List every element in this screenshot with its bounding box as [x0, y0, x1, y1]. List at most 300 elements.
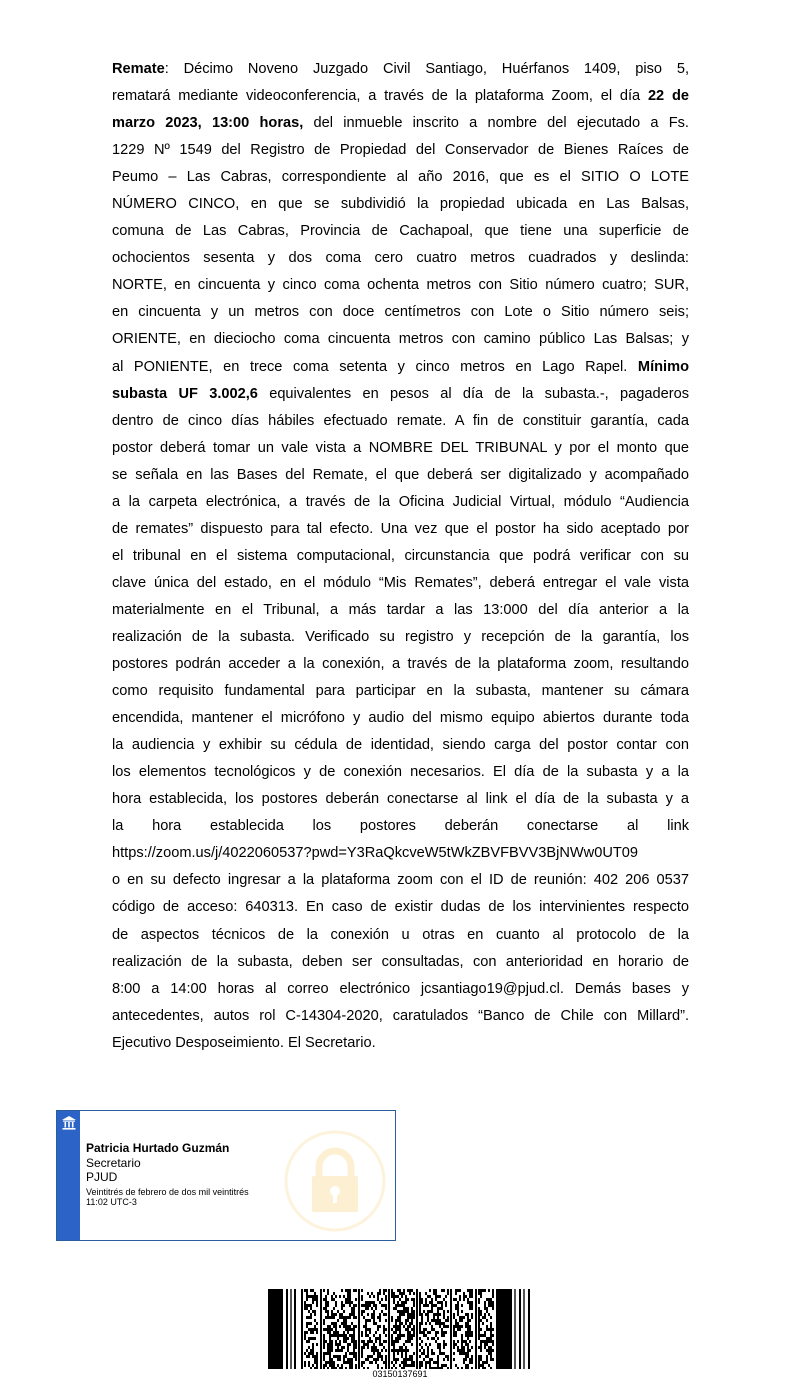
paragraph-line: [112, 894, 689, 921]
barcode-module: [447, 1289, 449, 1292]
barcode-module: [395, 1307, 397, 1310]
barcode-module: [423, 1358, 425, 1361]
barcode-module: [429, 1295, 431, 1298]
barcode-module: [308, 1328, 310, 1331]
barcode-module: [377, 1295, 379, 1298]
barcode-module: [405, 1310, 407, 1313]
barcode-module: [325, 1307, 327, 1310]
barcode-module: [399, 1328, 401, 1331]
barcode-module: [312, 1301, 314, 1304]
barcode-module: [490, 1331, 492, 1334]
barcode-module: [465, 1313, 467, 1316]
barcode-module: [437, 1355, 439, 1358]
barcode-module: [486, 1355, 488, 1358]
barcode-module: [445, 1295, 447, 1298]
barcode-module: [310, 1331, 312, 1334]
barcode-module: [333, 1355, 335, 1358]
barcode-module: [469, 1340, 471, 1343]
barcode-module: [353, 1355, 355, 1358]
barcode-module: [349, 1352, 351, 1355]
barcode-module: [323, 1340, 325, 1343]
barcode-module: [367, 1319, 369, 1322]
barcode-module: [323, 1358, 325, 1361]
barcode-module: [353, 1349, 355, 1352]
barcode-module: [478, 1316, 480, 1319]
barcode-module: [407, 1340, 409, 1343]
barcode-module: [341, 1334, 343, 1337]
barcode-module: [306, 1316, 308, 1319]
barcode-module: [480, 1340, 482, 1343]
barcode-module: [371, 1316, 373, 1319]
barcode-module: [443, 1325, 445, 1328]
barcode-module: [353, 1331, 355, 1334]
barcode-module: [441, 1301, 443, 1304]
barcode-module: [441, 1352, 443, 1355]
barcode-module: [371, 1355, 373, 1358]
barcode-module: [469, 1361, 471, 1364]
barcode-module: [361, 1304, 363, 1307]
barcode-module: [453, 1328, 455, 1331]
barcode-module: [490, 1340, 492, 1343]
barcode-module: [492, 1340, 494, 1343]
barcode-module: [421, 1313, 423, 1316]
barcode-module: [337, 1343, 339, 1346]
barcode-module: [445, 1301, 447, 1304]
barcode-module: [304, 1307, 306, 1310]
barcode-module: [329, 1328, 331, 1331]
barcode-module: [492, 1358, 494, 1361]
barcode-module: [486, 1361, 488, 1364]
barcode-module: [484, 1361, 486, 1364]
barcode-module: [363, 1325, 365, 1328]
barcode-module: [308, 1322, 310, 1325]
barcode-module: [425, 1328, 427, 1331]
barcode-module: [331, 1343, 333, 1346]
barcode-module: [405, 1301, 407, 1304]
barcode-module: [363, 1340, 365, 1343]
barcode-module: [304, 1361, 306, 1364]
barcode-module: [351, 1352, 353, 1355]
barcode-module: [335, 1349, 337, 1352]
barcode-module: [478, 1358, 480, 1361]
barcode-module: [403, 1310, 405, 1313]
barcode-module: [373, 1358, 375, 1361]
barcode-module: [310, 1328, 312, 1331]
barcode-module: [453, 1331, 455, 1334]
barcode-module: [391, 1316, 393, 1319]
barcode-module: [345, 1301, 347, 1304]
barcode-module: [484, 1343, 486, 1346]
barcode-module: [405, 1298, 407, 1301]
barcode-module: [478, 1298, 480, 1301]
barcode-module: [469, 1301, 471, 1304]
barcode-module: [419, 1304, 421, 1307]
barcode-module: [361, 1352, 363, 1355]
barcode-module: [395, 1322, 397, 1325]
barcode-module: [429, 1310, 431, 1313]
barcode-module: [393, 1349, 395, 1352]
barcode-module: [325, 1298, 327, 1301]
barcode-module: [347, 1328, 349, 1331]
barcode-module: [423, 1349, 425, 1352]
barcode-module: [377, 1325, 379, 1328]
paragraph-line: [112, 813, 689, 840]
barcode-module: [445, 1325, 447, 1328]
barcode-module: [407, 1319, 409, 1322]
barcode-module: [421, 1346, 423, 1349]
barcode-module: [353, 1343, 355, 1346]
barcode-module: [367, 1355, 369, 1358]
barcode-module: [429, 1361, 431, 1364]
barcode-module: [373, 1349, 375, 1352]
barcode-module: [323, 1328, 325, 1331]
barcode-module: [329, 1355, 331, 1358]
barcode-module: [391, 1292, 393, 1295]
barcode-module: [407, 1307, 409, 1310]
barcode-module: [312, 1310, 314, 1313]
barcode-module: [347, 1301, 349, 1304]
barcode-module: [484, 1313, 486, 1316]
barcode-module: [455, 1325, 457, 1328]
barcode-module: [397, 1325, 399, 1328]
barcode-module: [335, 1328, 337, 1331]
barcode-module: [327, 1313, 329, 1316]
barcode-module: [435, 1292, 437, 1295]
barcode-module: [339, 1358, 341, 1361]
barcode-module: [490, 1304, 492, 1307]
barcode-module: [490, 1349, 492, 1352]
barcode-module: [425, 1292, 427, 1295]
lock-icon: [283, 1129, 387, 1233]
barcode-module: [484, 1301, 486, 1304]
barcode-module: [463, 1361, 465, 1364]
barcode-module: [331, 1346, 333, 1349]
barcode-module: [478, 1289, 480, 1292]
barcode-module: [306, 1298, 308, 1301]
barcode-module: [323, 1337, 325, 1340]
barcode-module: [431, 1328, 433, 1331]
barcode-module: [361, 1334, 363, 1337]
barcode-module: [455, 1298, 457, 1301]
barcode-module: [419, 1301, 421, 1304]
barcode-module: [345, 1340, 347, 1343]
barcode-module: [409, 1364, 411, 1367]
barcode-module: [335, 1355, 337, 1358]
barcode-module: [337, 1319, 339, 1322]
barcode-module: [367, 1358, 369, 1361]
barcode-module: [339, 1334, 341, 1337]
barcode-module: [409, 1289, 411, 1292]
barcode-module: [478, 1301, 480, 1304]
barcode-module: [419, 1331, 421, 1334]
barcode-module: [349, 1301, 351, 1304]
text-segment: NÚMERO CINCO, en que se subdividió la propiedad ubicada en Las Balsas,: [112, 196, 689, 213]
barcode-module: [369, 1337, 371, 1340]
paragraph-line: [112, 164, 689, 191]
barcode-module: [399, 1334, 401, 1337]
barcode-module: [411, 1298, 413, 1301]
barcode-module: [463, 1295, 465, 1298]
barcode-module: [455, 1343, 457, 1346]
barcode-module: [314, 1310, 316, 1313]
barcode-module: [377, 1355, 379, 1358]
barcode-module: [437, 1343, 439, 1346]
barcode-module: [413, 1301, 415, 1304]
text-segment: : Décimo Noveno Juzgado Civil Santiago, Huérfanos 1409, piso 5,: [164, 61, 689, 77]
barcode-module: [349, 1328, 351, 1331]
barcode-module: [405, 1322, 407, 1325]
barcode-module: [329, 1352, 331, 1355]
barcode-module: [441, 1304, 443, 1307]
barcode-module: [397, 1316, 399, 1319]
barcode-module: [467, 1346, 469, 1349]
paragraph-line: [112, 867, 689, 894]
barcode-module: [353, 1337, 355, 1340]
barcode-module: [471, 1334, 473, 1337]
barcode-module: [465, 1343, 467, 1346]
barcode-module: [345, 1337, 347, 1340]
barcode-module: [377, 1316, 379, 1319]
barcode-module: [411, 1334, 413, 1337]
barcode-module: [411, 1337, 413, 1340]
barcode-module: [323, 1298, 325, 1301]
barcode-module: [391, 1334, 393, 1337]
barcode-module: [465, 1364, 467, 1367]
barcode-module: [405, 1307, 407, 1310]
barcode-module: [381, 1355, 383, 1358]
barcode-module: [407, 1328, 409, 1331]
barcode-module: [411, 1307, 413, 1310]
barcode-module: [413, 1310, 415, 1313]
paragraph-line: [112, 354, 689, 381]
barcode-module: [469, 1304, 471, 1307]
barcode-module: [492, 1295, 494, 1298]
barcode-module: [395, 1361, 397, 1364]
barcode-module: [419, 1343, 421, 1346]
barcode-module: [331, 1361, 333, 1364]
barcode-module: [306, 1295, 308, 1298]
barcode-module: [453, 1340, 455, 1343]
barcode-module: [403, 1301, 405, 1304]
barcode-module: [419, 1292, 421, 1295]
barcode-module: [373, 1352, 375, 1355]
barcode-module: [375, 1361, 377, 1364]
barcode-module: [443, 1358, 445, 1361]
barcode-module: [482, 1289, 484, 1292]
barcode-module: [397, 1304, 399, 1307]
barcode-module: [325, 1301, 327, 1304]
barcode-module: [490, 1301, 492, 1304]
barcode-module: [484, 1340, 486, 1343]
barcode-module: [395, 1340, 397, 1343]
barcode-module: [486, 1328, 488, 1331]
barcode-module: [482, 1340, 484, 1343]
barcode-module: [469, 1292, 471, 1295]
barcode-module: [314, 1328, 316, 1331]
barcode-module: [482, 1361, 484, 1364]
barcode-module: [427, 1361, 429, 1364]
barcode-module: [327, 1304, 329, 1307]
barcode-module: [469, 1319, 471, 1322]
barcode-module: [397, 1352, 399, 1355]
barcode-module: [453, 1343, 455, 1346]
barcode-module: [403, 1334, 405, 1337]
barcode-module: [480, 1292, 482, 1295]
barcode-module: [310, 1304, 312, 1307]
barcode-module: [490, 1328, 492, 1331]
barcode-module: [480, 1334, 482, 1337]
barcode-module: [385, 1358, 387, 1361]
paragraph-line: [112, 1030, 689, 1057]
barcode-module: [421, 1319, 423, 1322]
barcode-module: [375, 1349, 377, 1352]
barcode-module: [439, 1319, 441, 1322]
barcode-module: [347, 1292, 349, 1295]
barcode-module: [429, 1358, 431, 1361]
barcode-module: [361, 1364, 363, 1367]
barcode-module: [488, 1349, 490, 1352]
barcode-module: [465, 1322, 467, 1325]
paragraph-line: [112, 570, 689, 597]
barcode-module: [453, 1316, 455, 1319]
barcode-module: [347, 1346, 349, 1349]
barcode-module: [397, 1301, 399, 1304]
barcode-module: [316, 1295, 318, 1298]
barcode-module: [363, 1316, 365, 1319]
text-segment: la hora establecida los postores deberán conectarse al link: [112, 818, 689, 835]
barcode-module: [419, 1313, 421, 1316]
text-segment: o en su defecto ingresar a la plataforma zoom con el ID de reunión: 402 206 0537: [112, 872, 689, 889]
barcode-module: [433, 1292, 435, 1295]
barcode-module: [409, 1340, 411, 1343]
barcode-module: [383, 1304, 385, 1307]
text-segment: código de acceso: 640313. En caso de existir dudas de los intervinientes respecto: [112, 899, 689, 916]
barcode-module: [345, 1319, 347, 1322]
barcode-module: [425, 1322, 427, 1325]
barcode-module: [314, 1298, 316, 1301]
barcode-module: [413, 1361, 415, 1364]
barcode-module: [429, 1289, 431, 1292]
barcode-module: [373, 1316, 375, 1319]
barcode-module: [331, 1313, 333, 1316]
barcode-module: [461, 1325, 463, 1328]
barcode-module: [335, 1331, 337, 1334]
barcode-module: [369, 1340, 371, 1343]
barcode-module: [413, 1328, 415, 1331]
barcode-module: [399, 1337, 401, 1340]
barcode-module: [484, 1316, 486, 1319]
paragraph-line: [112, 462, 689, 489]
barcode-module: [433, 1289, 435, 1292]
barcode-module: [469, 1328, 471, 1331]
barcode-module: [373, 1334, 375, 1337]
barcode-module: [486, 1349, 488, 1352]
courthouse-icon: [61, 1115, 77, 1131]
barcode-module: [385, 1355, 387, 1358]
barcode-module: [492, 1334, 494, 1337]
barcode-module: [480, 1346, 482, 1349]
barcode-module: [411, 1313, 413, 1316]
text-segment: comuna de Las Cabras, Provincia de Cachapoal, que tiene una superficie de: [112, 223, 689, 240]
barcode-module: [425, 1343, 427, 1346]
barcode-module: [381, 1298, 383, 1301]
barcode-module: [343, 1316, 345, 1319]
barcode-module: [341, 1307, 343, 1310]
barcode-module: [308, 1346, 310, 1349]
barcode-module: [471, 1289, 473, 1292]
barcode-module: [391, 1295, 393, 1298]
barcode-module: [312, 1289, 314, 1292]
barcode-module: [447, 1358, 449, 1361]
barcode-module: [407, 1316, 409, 1319]
text-segment: https://zoom.us/j/4022060537?pwd=Y3RaQkcveW5tWkZBVFBVV3BjNWw0UT09: [112, 845, 639, 862]
barcode-module: [347, 1337, 349, 1340]
barcode-module: [425, 1304, 427, 1307]
barcode-module: [365, 1325, 367, 1328]
barcode-module: [355, 1325, 357, 1328]
barcode-module: [423, 1328, 425, 1331]
barcode-module: [312, 1298, 314, 1301]
barcode-module: [351, 1307, 353, 1310]
barcode-module: [353, 1304, 355, 1307]
barcode-module: [488, 1328, 490, 1331]
barcode-module: [355, 1304, 357, 1307]
text-segment: al PONIENTE, en trece coma setenta y cinco metros en Lago Rapel.: [112, 358, 638, 375]
barcode-module: [349, 1343, 351, 1346]
barcode-module: [461, 1334, 463, 1337]
barcode-module: [419, 1322, 421, 1325]
paragraph-line: [112, 381, 689, 408]
barcode-module: [478, 1337, 480, 1340]
barcode-module: [381, 1304, 383, 1307]
barcode-module: [361, 1289, 363, 1292]
barcode-module: [443, 1313, 445, 1316]
barcode-module: [490, 1355, 492, 1358]
barcode-module: [385, 1304, 387, 1307]
barcode-module: [480, 1358, 482, 1361]
barcode-module: [425, 1298, 427, 1301]
barcode-module: [401, 1304, 403, 1307]
barcode-module: [385, 1328, 387, 1331]
barcode-module: [361, 1331, 363, 1334]
barcode-module: [423, 1334, 425, 1337]
barcode-module: [471, 1346, 473, 1349]
barcode-module: [373, 1304, 375, 1307]
barcode-module: [331, 1340, 333, 1343]
barcode-module: [484, 1346, 486, 1349]
barcode-module: [385, 1289, 387, 1292]
barcode-column-bar: [475, 1289, 477, 1369]
barcode-module: [312, 1331, 314, 1334]
barcode-module: [439, 1346, 441, 1349]
barcode-module: [478, 1310, 480, 1313]
barcode-module: [369, 1331, 371, 1334]
barcode-module: [377, 1328, 379, 1331]
barcode-module: [327, 1325, 329, 1328]
barcode-module: [365, 1307, 367, 1310]
barcode-module: [399, 1346, 401, 1349]
barcode-module: [435, 1319, 437, 1322]
barcode-module: [447, 1316, 449, 1319]
barcode-module: [490, 1346, 492, 1349]
barcode-module: [413, 1292, 415, 1295]
barcode-module: [379, 1325, 381, 1328]
barcode-module: [375, 1304, 377, 1307]
barcode-module: [351, 1334, 353, 1337]
barcode-module: [316, 1343, 318, 1346]
barcode-module: [323, 1289, 325, 1292]
barcode-module: [478, 1313, 480, 1316]
